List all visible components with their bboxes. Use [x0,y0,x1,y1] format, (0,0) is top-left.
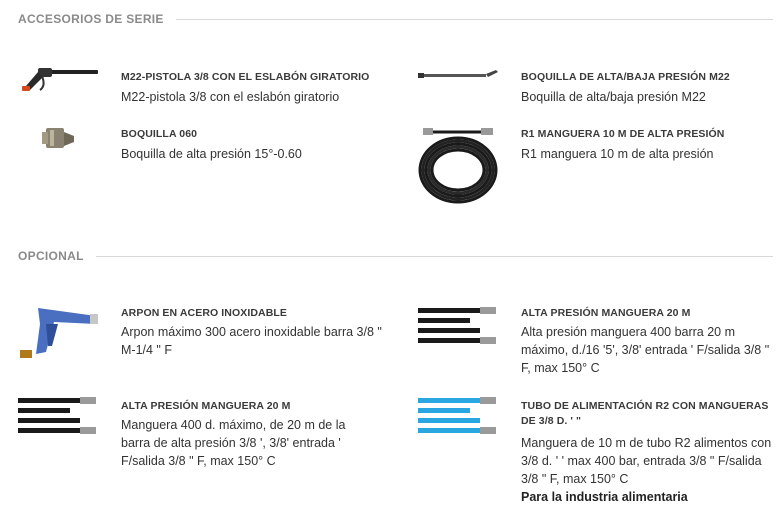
section-header-opcional [18,249,773,263]
item-desc: Manguera 400 d. máximo, de 20 m de la barra de alta presión 3/8 ', 3/8' entrada ' F/salida 3/8 " F, max 150° C [121,418,346,468]
item-extra-note: Para la industria alimentaria [521,490,688,504]
section-title: ACCESORIOS DE SERIE [18,12,164,26]
item-title: BOQUILLA 060 [121,128,198,140]
item-title: M22-PISTOLA 3/8 CON EL ESLABÓN GIRATORIO [121,71,370,83]
item-title: ALTA PRESIÓN MANGUERA 20 M [521,307,691,319]
spray-gun-icon [18,62,100,103]
item-desc: M22-pistola 3/8 con el eslabón giratorio [121,90,340,104]
blue-spray-gun-icon [18,302,100,365]
item-title: BOQUILLA DE ALTA/BAJA PRESIÓN M22 [521,71,730,83]
black-hoses-icon [18,396,100,441]
item-title: ARPON EN ACERO INOXIDABLE [121,307,288,319]
item-desc: Boquilla de alta presión 15°-0.60 [121,147,302,161]
item-desc: Alta presión manguera 400 barra 20 m máximo, d./16 '5', 3/8' entrada ' F/salida 3/8 " F, max 150° C [521,325,770,375]
item-desc: Arpon máximo 300 acero inoxidable barra 3/8 " M-1/4 " F [121,325,382,357]
section-title: OPCIONAL [18,249,84,263]
section-header-accesorios [18,12,773,26]
item-desc: Manguera de 10 m de tubo R2 alimentos con 3/8 d. ' ' max 400 bar, entrada 3/8 " F/salida 3/8 " F, max 150° C [521,436,772,486]
item-title: R1 MANGUERA 10 M DE ALTA PRESIÓN [521,128,725,140]
divider [176,19,773,20]
item-title: TUBO DE ALIMENTACIÓN R2 CON MANGUERAS DE 3/8 D. ' " [521,400,769,427]
blue-hoses-icon [418,396,500,441]
hose-coil-icon [415,124,501,213]
divider [96,256,773,257]
nozzle-icon [40,124,76,159]
black-hoses-icon [418,306,500,351]
lance-icon [418,68,500,89]
item-desc: Boquilla de alta/baja presión M22 [521,90,706,104]
item-desc: R1 manguera 10 m de alta presión [521,147,714,161]
item-title: ALTA PRESIÓN MANGUERA 20 M [121,400,291,412]
